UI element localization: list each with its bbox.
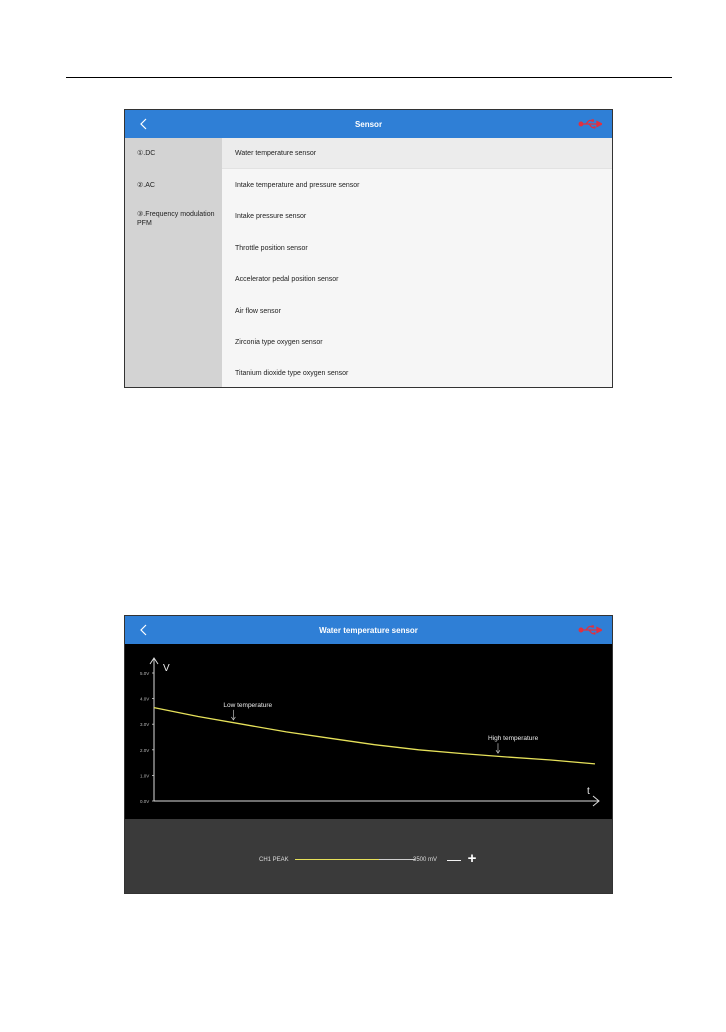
x-axis-label: t [587, 786, 590, 797]
page-header-rule [66, 77, 672, 78]
page-title: Water temperature sensor [319, 625, 418, 635]
y-tick-label: 1.0V [140, 773, 150, 779]
decrease-button[interactable]: — [447, 851, 461, 867]
category-ac[interactable]: ②.AC [137, 182, 155, 189]
increase-button[interactable]: + [467, 850, 477, 867]
sensor-list [222, 138, 612, 387]
y-tick-label: 5.0V [140, 671, 150, 676]
sensor-item-air-flow[interactable]: Air flow sensor [235, 308, 281, 315]
sensor-item-accelerator-pedal[interactable]: Accelerator pedal position sensor [235, 276, 339, 283]
page-title: Sensor [354, 119, 383, 129]
peak-slider[interactable] [295, 859, 415, 861]
category-sidebar [125, 138, 222, 387]
waveform-screen [124, 615, 613, 894]
sensor-item-intake-pressure[interactable]: Intake pressure sensor [235, 213, 307, 220]
sensor-item-zirconia-oxygen[interactable]: Zirconia type oxygen sensor [235, 339, 323, 346]
sensor-screen [124, 109, 613, 388]
annotation-label: High temperature [487, 735, 539, 743]
peak-control-bar [125, 819, 612, 893]
usb-icon [578, 118, 602, 130]
waveform-chart [125, 644, 613, 819]
y-tick-label: 4.0V [140, 696, 150, 702]
category-dc[interactable]: ①.DC [137, 150, 156, 157]
peak-slider-fill [295, 859, 379, 860]
y-tick-label: 3.0V [140, 722, 150, 728]
back-icon[interactable] [137, 623, 151, 637]
y-tick-label: 0.0V [140, 799, 150, 804]
annotation-label: Low temperature [223, 701, 273, 709]
sensor-item-intake-temperature-pressure[interactable]: Intake temperature and pressure sensor [235, 182, 360, 189]
waveform-titlebar [125, 616, 612, 644]
waveform-chart-area [125, 644, 612, 819]
back-icon[interactable] [137, 117, 151, 131]
sensor-item-throttle-position[interactable]: Throttle position sensor [235, 245, 308, 252]
sensor-item-water-temperature[interactable]: Water temperature sensor [222, 138, 612, 169]
channel-label: CH1 PEAK [259, 857, 289, 863]
peak-value: 3500 mV [413, 857, 438, 863]
y-axis-label: V [163, 663, 170, 674]
sensor-titlebar [125, 110, 612, 138]
usb-icon [578, 624, 602, 636]
category-pfm[interactable]: ③.Frequency modulation PFM [137, 211, 215, 227]
y-tick-label: 2.0V [140, 747, 150, 753]
sensor-item-titanium-oxygen[interactable]: Titanium dioxide type oxygen sensor [235, 370, 349, 377]
